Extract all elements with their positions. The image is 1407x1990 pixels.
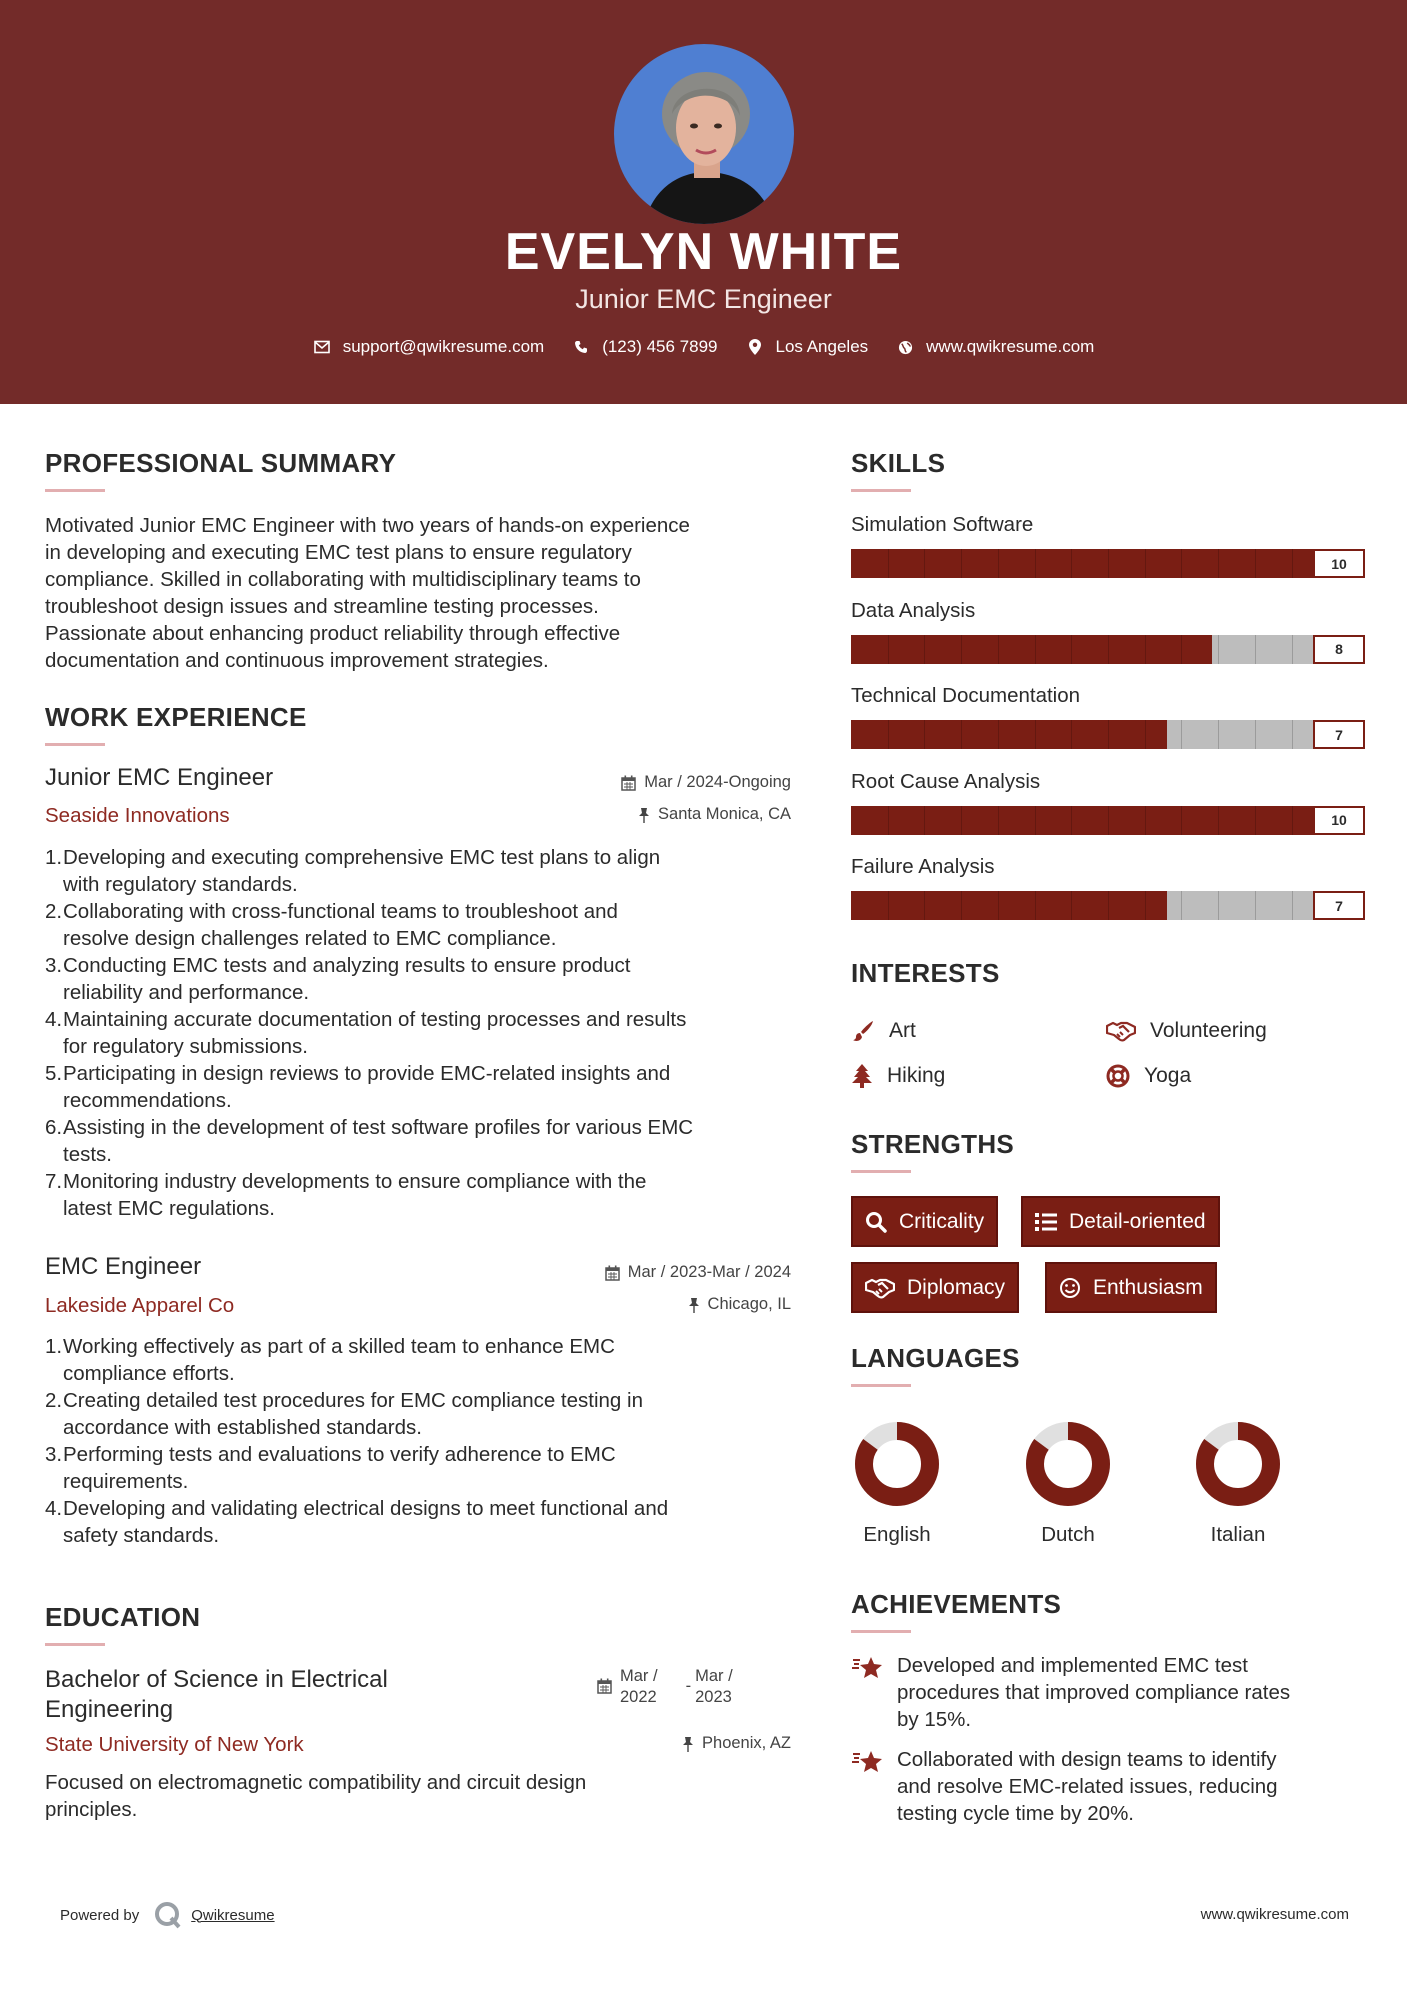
achievements-heading-underline	[851, 1630, 911, 1633]
education-location-text: Phoenix, AZ	[702, 1734, 791, 1752]
skill-bar-divider	[1255, 635, 1256, 664]
skill-bar-divider	[1035, 635, 1036, 664]
skill-bar-divider	[1218, 891, 1219, 920]
calendar-icon	[605, 1265, 620, 1281]
job-dates-text: Mar / 2023-Mar / 2024	[627, 1263, 791, 1281]
list-item: 2. Collaborating with cross-functional teams to troubleshoot and resolve design challenges related to EMC compliance.	[45, 900, 618, 950]
job-dates	[500, 773, 791, 792]
languages-heading: LANGUAGES	[851, 1343, 1020, 1373]
globe-icon	[896, 338, 914, 356]
skill-bar-divider	[961, 891, 962, 920]
handshake-icon	[865, 1277, 895, 1299]
skill-bar-divider	[1255, 806, 1256, 835]
calendar-icon	[621, 775, 636, 791]
skill-bar-divider	[924, 720, 925, 749]
skill-score: 7	[1313, 891, 1365, 920]
contact-bar	[0, 337, 1407, 357]
education-date-separator: -	[685, 1677, 692, 1695]
skill-bar-divider	[1108, 891, 1109, 920]
job-duties	[45, 844, 805, 1222]
skill-bar-divider	[998, 635, 999, 664]
skill-bar-divider	[1292, 720, 1293, 749]
skill-bar-divider	[998, 549, 999, 578]
education-heading-underline	[45, 1643, 105, 1646]
interests-heading: INTERESTS	[851, 958, 1000, 988]
skill-score: 10	[1313, 806, 1365, 835]
strengths-heading: STRENGTHS	[851, 1129, 1015, 1159]
list-item: 4. Maintaining accurate documentation of testing processes and results for regulatory submissions.	[45, 1008, 687, 1058]
skills-heading-underline	[851, 489, 911, 492]
skill-bar-divider	[1181, 891, 1182, 920]
skill-bar-divider	[1181, 635, 1182, 664]
education-location	[500, 1734, 791, 1753]
skill-bar-divider	[924, 891, 925, 920]
language-item	[837, 1420, 957, 1547]
skill-label: Simulation Software	[851, 513, 1034, 536]
summary-line: in developing and executing EMC test plans to ensure regulatory	[45, 541, 632, 564]
skills-heading: SKILLS	[851, 448, 946, 478]
job-title: EMC Engineer	[45, 1253, 202, 1280]
languages-heading-underline	[851, 1384, 911, 1387]
experience-heading-underline	[45, 743, 105, 746]
handshake-icon	[1106, 1020, 1136, 1042]
qwikresume-link[interactable]: Qwikresume	[191, 1906, 275, 1924]
skill-bar-divider	[1218, 635, 1219, 664]
powered-by-label: Powered by	[60, 1906, 140, 1924]
list-item: 1. Developing and executing comprehensive EMC test plans to align with regulatory standards.	[45, 846, 661, 896]
job-location	[500, 1295, 791, 1314]
list-item: 4. Developing and validating electrical designs to meet functional and safety standards.	[45, 1497, 669, 1547]
degree-line: Bachelor of Science in Electrical	[45, 1666, 388, 1693]
contact-website-text: www.qwikresume.com	[926, 337, 1095, 356]
skill-score: 8	[1313, 635, 1365, 664]
skill-bar-divider	[924, 806, 925, 835]
phone-icon	[572, 338, 590, 356]
list-item: 2. Creating detailed test procedures for EMC compliance testing in accordance with established standards.	[45, 1389, 643, 1439]
paintbrush-icon	[851, 1019, 875, 1043]
skill-bar-divider	[1218, 720, 1219, 749]
calendar-icon	[597, 1678, 612, 1694]
skill-level-fill	[851, 891, 1167, 920]
skill-bar-divider	[961, 720, 962, 749]
skill-bar-divider	[888, 806, 889, 835]
job-location	[500, 805, 791, 824]
skill-level-fill	[851, 720, 1167, 749]
skill-level-fill	[851, 635, 1212, 664]
contact-phone[interactable]	[572, 337, 717, 357]
skill-bar-divider	[961, 549, 962, 578]
interest-volunteering: Volunteering	[1106, 1019, 1267, 1043]
language-proficiency-donut	[853, 1420, 941, 1508]
skill-bar-divider	[1145, 891, 1146, 920]
skill-bar-divider	[1108, 635, 1109, 664]
pushpin-icon	[638, 807, 650, 823]
skill-bar-divider	[1035, 549, 1036, 578]
search-icon	[865, 1211, 887, 1233]
achievement-item: Developed and implemented EMC test procedures that improved compliance rates by 15%.	[851, 1652, 1290, 1733]
contact-phone-text: (123) 456 7899	[602, 337, 718, 356]
skill-bar-divider	[1108, 549, 1109, 578]
interest-hiking: Hiking	[851, 1064, 945, 1088]
language-item	[1008, 1420, 1128, 1547]
list-item: 6. Assisting in the development of test software profiles for various EMC tests.	[45, 1116, 694, 1166]
skill-bar-divider	[888, 720, 889, 749]
company-name: Lakeside Apparel Co	[45, 1294, 235, 1317]
contact-location	[746, 337, 869, 357]
education-end: Mar / 2023	[695, 1667, 733, 1706]
education-start: Mar / 2022	[620, 1667, 658, 1706]
skill-bar-divider	[1108, 720, 1109, 749]
education-heading: EDUCATION	[45, 1602, 201, 1632]
summary-line: troubleshoot design issues and streamline testing processes.	[45, 595, 599, 618]
skill-label: Technical Documentation	[851, 684, 1081, 707]
skill-bar-divider	[1035, 806, 1036, 835]
skill-bar-divider	[1035, 720, 1036, 749]
skill-score: 10	[1313, 549, 1365, 578]
degree-line: Engineering	[45, 1696, 174, 1723]
skill-bar-divider	[961, 635, 962, 664]
summary-line: Motivated Junior EMC Engineer with two years of hands-on experience	[45, 514, 690, 537]
strength-chip: Detail-oriented	[1021, 1196, 1220, 1247]
skill-bar-divider	[1071, 720, 1072, 749]
powered-by	[60, 1900, 275, 1930]
summary-heading-underline	[45, 489, 105, 492]
contact-email-text: support@qwikresume.com	[342, 337, 545, 356]
skill-bar-divider	[1181, 720, 1182, 749]
education-dates	[597, 1666, 733, 1708]
skill-bar-divider	[1071, 806, 1072, 835]
skill-bar-divider	[1035, 891, 1036, 920]
skill-bar-divider	[1071, 635, 1072, 664]
tree-icon	[851, 1064, 873, 1088]
list-item: 5. Participating in design reviews to provide EMC-related insights and recommendations.	[45, 1062, 671, 1112]
skill-bar-divider	[1255, 891, 1256, 920]
pushpin-icon	[688, 1297, 700, 1313]
award-star-icon	[851, 1654, 883, 1682]
skill-bar-divider	[1145, 720, 1146, 749]
language-proficiency-donut	[1194, 1420, 1282, 1508]
strengths-heading-underline	[851, 1170, 911, 1173]
skill-bar-divider	[888, 891, 889, 920]
skill-bar-divider	[888, 635, 889, 664]
job-title: Junior EMC Engineer	[45, 764, 274, 791]
skill-level-bar	[851, 549, 1365, 578]
skill-score: 7	[1313, 720, 1365, 749]
skill-bar-divider	[1071, 891, 1072, 920]
contact-location-text: Los Angeles	[775, 337, 869, 356]
skill-bar-divider	[1218, 806, 1219, 835]
job-duties	[45, 1333, 805, 1549]
skill-level-bar	[851, 806, 1365, 835]
language-label: Dutch	[1041, 1523, 1095, 1546]
skill-bar-divider	[1181, 806, 1182, 835]
summary-line: compliance. Skilled in collaborating with multidisciplinary teams to	[45, 568, 641, 591]
envelope-icon	[313, 338, 331, 356]
language-label: English	[863, 1523, 931, 1546]
skill-bar-divider	[1255, 549, 1256, 578]
job-dates-text: Mar / 2024-Ongoing	[644, 773, 791, 791]
education-description: Focused on electromagnetic compatibility and circuit design principles.	[45, 1771, 587, 1821]
skill-level-bar	[851, 891, 1365, 920]
school-name: State University of New York	[45, 1733, 304, 1756]
skill-bar-divider	[998, 720, 999, 749]
skill-bar-divider	[1292, 891, 1293, 920]
skill-bar-divider	[888, 549, 889, 578]
summary-line: documentation and continuous improvement strategies.	[45, 649, 549, 672]
qwikresume-logo-icon	[153, 1900, 183, 1930]
interest-art: Art	[851, 1019, 916, 1043]
job-location-text: Santa Monica, CA	[658, 805, 791, 823]
list-item: 7. Monitoring industry developments to ensure compliance with the latest EMC regulations.	[45, 1170, 647, 1220]
candidate-role: Junior EMC Engineer	[575, 284, 832, 314]
skill-bar-divider	[1145, 549, 1146, 578]
skill-bar-divider	[1181, 549, 1182, 578]
skill-bar-divider	[1255, 720, 1256, 749]
skill-bar-divider	[998, 891, 999, 920]
skill-bar-divider	[924, 549, 925, 578]
list-item: 1. Working effectively as part of a skilled team to enhance EMC compliance efforts.	[45, 1335, 615, 1385]
resume-header	[0, 0, 1407, 404]
skill-level-bar	[851, 720, 1365, 749]
experience-heading: WORK EXPERIENCE	[45, 702, 307, 732]
skill-label: Root Cause Analysis	[851, 769, 1041, 793]
job-location-text: Chicago, IL	[707, 1295, 791, 1313]
list-item: 3. Performing tests and evaluations to verify adherence to EMC requirements.	[45, 1443, 616, 1493]
award-star-icon	[851, 1748, 883, 1776]
skill-bar-divider	[1071, 549, 1072, 578]
contact-email[interactable]	[313, 337, 545, 357]
life-ring-icon	[1106, 1064, 1130, 1088]
language-item	[1178, 1420, 1298, 1547]
skill-bar-divider	[1292, 549, 1293, 578]
language-proficiency-donut	[1024, 1420, 1112, 1508]
footer-website[interactable]: www.qwikresume.com	[1200, 1906, 1349, 1923]
summary-heading: PROFESSIONAL SUMMARY	[45, 448, 397, 478]
list-item: 3. Conducting EMC tests and analyzing results to ensure product reliability and performance.	[45, 954, 631, 1004]
achievement-item: Collaborated with design teams to identify and resolve EMC-related issues, reducing testing cycle time by 20%.	[851, 1746, 1278, 1827]
skill-bar-divider	[998, 806, 999, 835]
skill-bar-divider	[1145, 635, 1146, 664]
skill-bar-divider	[1292, 806, 1293, 835]
skill-label: Failure Analysis	[851, 855, 995, 878]
company-name: Seaside Innovations	[45, 804, 230, 827]
skill-level-bar	[851, 635, 1365, 664]
list-icon	[1035, 1213, 1057, 1231]
achievements-heading: ACHIEVEMENTS	[851, 1589, 1062, 1619]
interest-yoga: Yoga	[1106, 1064, 1191, 1088]
degree-title	[45, 1665, 388, 1725]
skill-bar-divider	[961, 806, 962, 835]
language-label: Italian	[1210, 1523, 1266, 1546]
map-pin-icon	[746, 338, 764, 356]
skill-bar-divider	[1292, 635, 1293, 664]
skill-bar-divider	[1145, 806, 1146, 835]
skill-bar-divider	[1218, 549, 1219, 578]
candidate-name: EVELYN WHITE	[504, 223, 903, 281]
strength-chip: Diplomacy	[851, 1262, 1019, 1313]
contact-website[interactable]	[896, 337, 1094, 357]
pushpin-icon	[682, 1736, 694, 1752]
summary-text	[45, 512, 805, 674]
strength-chip: Enthusiasm	[1045, 1262, 1217, 1313]
profile-photo	[614, 44, 794, 224]
strength-chip: Criticality	[851, 1196, 998, 1247]
skill-bar-divider	[1108, 806, 1109, 835]
smile-icon	[1059, 1277, 1081, 1299]
job-dates	[500, 1263, 791, 1282]
skill-bar-divider	[924, 635, 925, 664]
summary-line: Passionate about enhancing product reliability through effective	[45, 622, 621, 645]
skill-label: Data Analysis	[851, 598, 976, 622]
